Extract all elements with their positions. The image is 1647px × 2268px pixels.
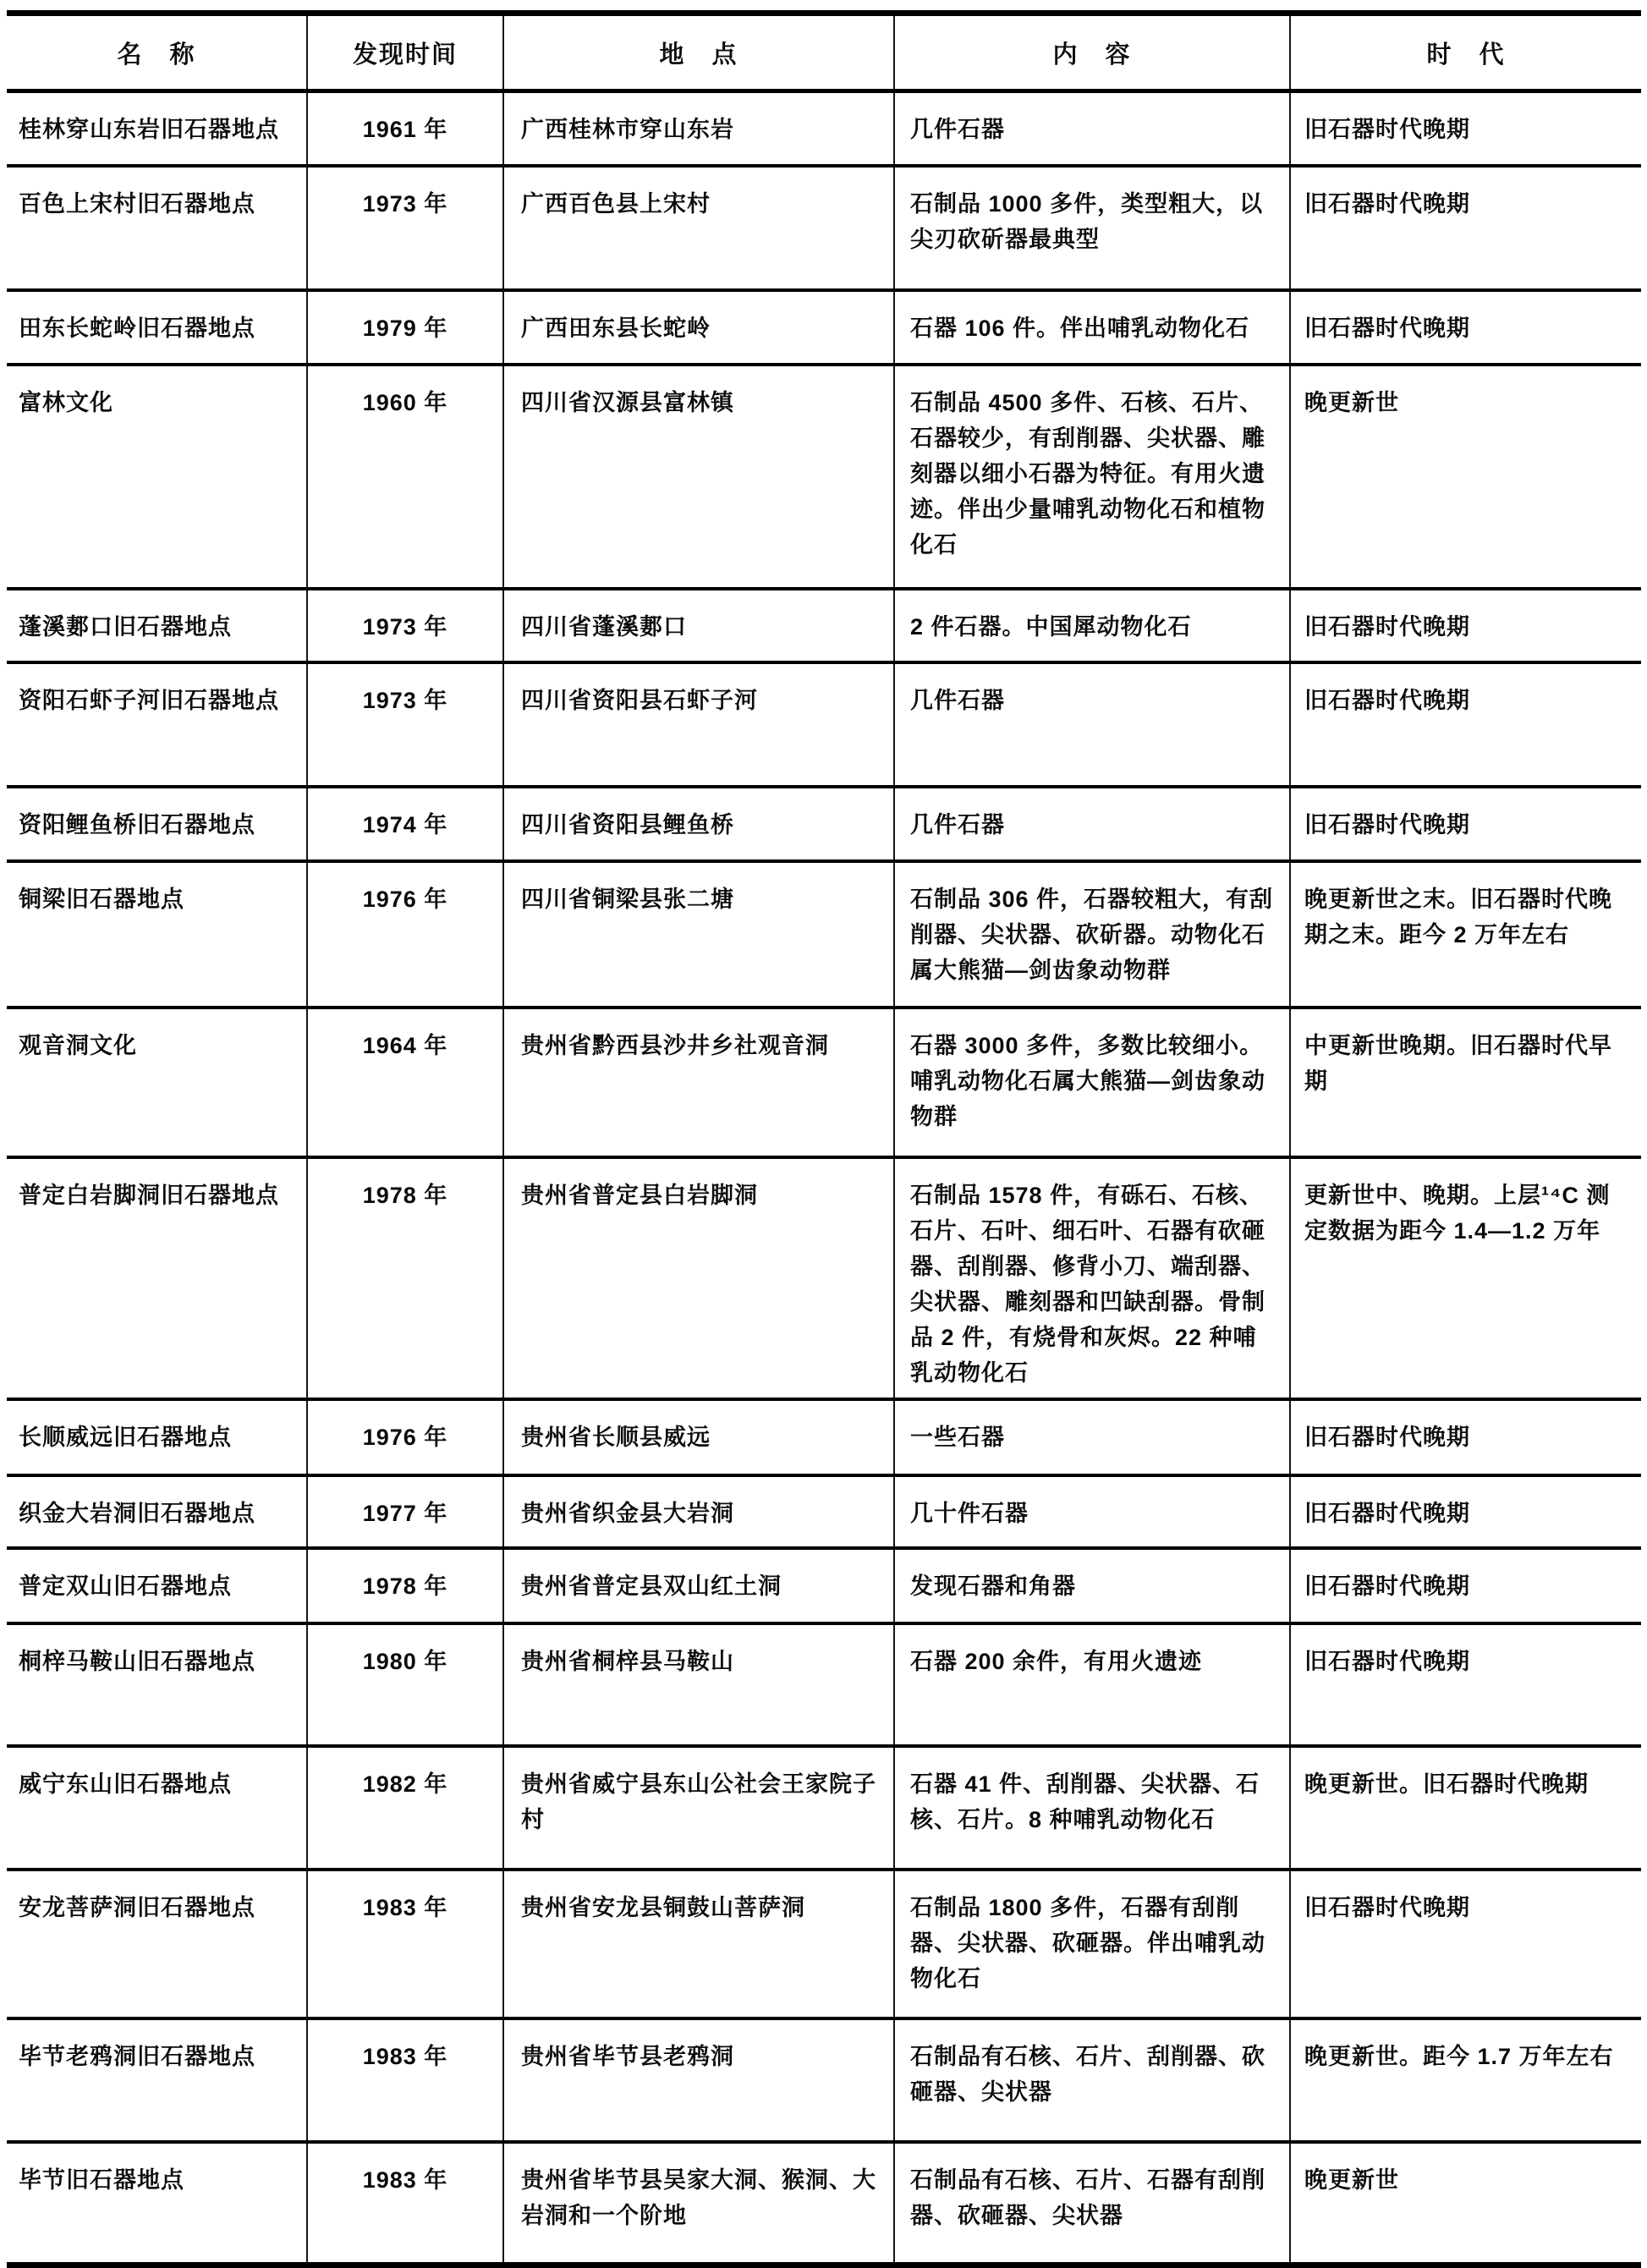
- content-cell: 2 件石器。中国犀动物化石: [894, 589, 1290, 662]
- table-row: [7, 1746, 1641, 1870]
- content-cell: 石制品 1800 多件，石器有刮削器、尖状器、砍砸器。伴出哺乳动物化石: [894, 1870, 1290, 2018]
- discovery-time-cell: 1983 年: [307, 2018, 503, 2142]
- discovery-time-cell: 1976 年: [307, 861, 503, 1008]
- content-cell: 几件石器: [894, 91, 1290, 166]
- table-row: [7, 166, 1641, 290]
- table-row: [7, 290, 1641, 365]
- site-name-cell: 织金大岩洞旧石器地点: [19, 1500, 255, 1526]
- content-cell: 石制品 1578 件，有砾石、石核、石片、石叶、细石叶、石器有砍砸器、刮削器、修背小刀、端刮器、尖状器、雕刻器和凹缺刮器。骨制品 2 件，有烧骨和灰烬。22 种哺乳动物化石: [894, 1157, 1290, 1399]
- discovery-time-cell: 1979 年: [307, 290, 503, 365]
- location-cell: 贵州省桐梓县马鞍山: [503, 1623, 894, 1746]
- location-cell: 广西百色县上宋村: [503, 166, 894, 290]
- era-cell: 旧石器时代晚期: [1290, 91, 1641, 166]
- location-cell: 四川省资阳县鲤鱼桥: [503, 787, 894, 861]
- era-cell: 旧石器时代晚期: [1290, 1399, 1641, 1475]
- content-cell: 石器 41 件、刮削器、尖状器、石核、石片。8 种哺乳动物化石: [894, 1746, 1290, 1870]
- era-cell: 旧石器时代晚期: [1290, 1475, 1641, 1548]
- location-cell: 四川省蓬溪郪口: [503, 589, 894, 662]
- content-cell: 几件石器: [894, 662, 1290, 787]
- site-name-cell: 资阳鲤鱼桥旧石器地点: [19, 811, 255, 837]
- table-row: [7, 365, 1641, 589]
- site-name-cell: 田东长蛇岭旧石器地点: [19, 315, 255, 341]
- content-cell: 石制品 306 件，石器较粗大，有刮削器、尖状器、砍斫器。动物化石属大熊猫—剑齿象动物群: [894, 861, 1290, 1008]
- table-row: [7, 861, 1641, 1008]
- discovery-time-cell: 1961 年: [307, 91, 503, 166]
- content-cell: 石器 200 余件，有用火遗迹: [894, 1623, 1290, 1746]
- site-name-cell: 长顺威远旧石器地点: [19, 1424, 232, 1450]
- site-name-cell: 毕节老鸦洞旧石器地点: [19, 2043, 255, 2069]
- content-cell: 石器 106 件。伴出哺乳动物化石: [894, 290, 1290, 365]
- table-row: [7, 1157, 1641, 1399]
- site-name-cell: 资阳石虾子河旧石器地点: [19, 687, 279, 713]
- era-cell: 晚更新世之末。旧石器时代晚期之末。距今 2 万年左右: [1290, 861, 1641, 1008]
- column-header-place: 地 点: [503, 14, 894, 91]
- content-cell: 几十件石器: [894, 1475, 1290, 1548]
- site-name-cell: 毕节旧石器地点: [19, 2166, 184, 2193]
- content-cell: 石制品 1000 多件，类型粗大，以尖刃砍斫器最典型: [894, 166, 1290, 290]
- site-name-cell: 百色上宋村旧石器地点: [19, 190, 255, 217]
- table-row: [7, 2018, 1641, 2142]
- era-cell: 旧石器时代晚期: [1290, 290, 1641, 365]
- table-row: [7, 1548, 1641, 1623]
- site-name-cell: 铜梁旧石器地点: [19, 886, 184, 912]
- content-cell: 石制品有石核、石片、石器有刮削器、砍砸器、尖状器: [894, 2142, 1290, 2265]
- location-cell: 贵州省威宁县东山公社会王家院子村: [503, 1746, 894, 1870]
- column-header-name: 名 称: [117, 41, 196, 69]
- site-name-cell: 富林文化: [19, 389, 113, 415]
- discovery-time-cell: 1983 年: [307, 2142, 503, 2265]
- discovery-time-cell: 1973 年: [307, 589, 503, 662]
- location-cell: 贵州省普定县白岩脚洞: [503, 1157, 894, 1399]
- site-name-cell: 桂林穿山东岩旧石器地点: [19, 117, 279, 142]
- column-header-era: 时 代: [1290, 14, 1641, 91]
- header-row: [7, 14, 1641, 91]
- table-header: [7, 14, 1641, 91]
- location-cell: 四川省资阳县石虾子河: [503, 662, 894, 787]
- location-cell: 贵州省安龙县铜鼓山菩萨洞: [503, 1870, 894, 2018]
- era-cell: 旧石器时代晚期: [1290, 1623, 1641, 1746]
- era-cell: 旧石器时代晚期: [1290, 787, 1641, 861]
- discovery-time-cell: 1973 年: [307, 166, 503, 290]
- era-cell: 旧石器时代晚期: [1290, 1870, 1641, 2018]
- site-name-cell: 安龙菩萨洞旧石器地点: [19, 1894, 255, 1920]
- site-name-cell: 普定双山旧石器地点: [19, 1573, 232, 1599]
- era-cell: 晚更新世。距今 1.7 万年左右: [1290, 2018, 1641, 2142]
- discovery-time-cell: 1964 年: [307, 1008, 503, 1157]
- discovery-time-cell: 1982 年: [307, 1746, 503, 1870]
- discovery-time-cell: 1978 年: [307, 1157, 503, 1399]
- table-row: [7, 1399, 1641, 1475]
- era-cell: 中更新世晚期。旧石器时代早期: [1290, 1008, 1641, 1157]
- content-cell: 发现石器和角器: [894, 1548, 1290, 1623]
- content-cell: 石制品 4500 多件、石核、石片、石器较少，有刮削器、尖状器、雕刻器以细小石器为特征。有用火遗迹。伴出少量哺乳动物化石和植物化石: [894, 365, 1290, 589]
- table-row: [7, 1623, 1641, 1746]
- discovery-time-cell: 1983 年: [307, 1870, 503, 2018]
- location-cell: 四川省汉源县富林镇: [503, 365, 894, 589]
- table-row: [7, 662, 1641, 787]
- location-cell: 贵州省长顺县威远: [503, 1399, 894, 1475]
- table-row: [7, 2142, 1641, 2265]
- era-cell: 旧石器时代晚期: [1290, 589, 1641, 662]
- table-row: [7, 1475, 1641, 1548]
- era-cell: 旧石器时代晚期: [1290, 1548, 1641, 1623]
- era-cell: 晚更新世: [1290, 365, 1641, 589]
- site-name-cell: 蓬溪郪口旧石器地点: [19, 613, 232, 640]
- era-cell: 旧石器时代晚期: [1290, 662, 1641, 787]
- discovery-time-cell: 1973 年: [307, 662, 503, 787]
- discovery-time-cell: 1960 年: [307, 365, 503, 589]
- discovery-time-cell: 1976 年: [307, 1399, 503, 1475]
- table-row: [7, 589, 1641, 662]
- location-cell: 广西田东县长蛇岭: [503, 290, 894, 365]
- site-name-cell: 普定白岩脚洞旧石器地点: [19, 1182, 279, 1208]
- era-cell: 更新世中、晚期。上层¹⁴C 测定数据为距今 1.4—1.2 万年: [1290, 1157, 1641, 1399]
- location-cell: 贵州省毕节县老鸦洞: [503, 2018, 894, 2142]
- location-cell: 广西桂林市穿山东岩: [503, 91, 894, 166]
- table-row: [7, 787, 1641, 861]
- table-body: [7, 91, 1641, 2265]
- content-cell: 几件石器: [894, 787, 1290, 861]
- discovery-time-cell: 1978 年: [307, 1548, 503, 1623]
- discovery-time-cell: 1980 年: [307, 1623, 503, 1746]
- location-cell: 贵州省毕节县吴家大洞、猴洞、大岩洞和一个阶地: [503, 2142, 894, 2265]
- table-row: [7, 91, 1641, 166]
- column-header-time: 发现时间: [307, 14, 503, 91]
- location-cell: 贵州省黔西县沙井乡社观音洞: [503, 1008, 894, 1157]
- era-cell: 旧石器时代晚期: [1290, 166, 1641, 290]
- location-cell: 贵州省织金县大岩洞: [503, 1475, 894, 1548]
- content-cell: 石制品有石核、石片、刮削器、砍砸器、尖状器: [894, 2018, 1290, 2142]
- site-name-cell: 桐梓马鞍山旧石器地点: [19, 1648, 255, 1674]
- content-cell: 石器 3000 多件，多数比较细小。哺乳动物化石属大熊猫—剑齿象动物群: [894, 1008, 1290, 1157]
- table-row: [7, 1870, 1641, 2018]
- location-cell: 四川省铜梁县张二塘: [503, 861, 894, 1008]
- location-cell: 贵州省普定县双山红土洞: [503, 1548, 894, 1623]
- era-cell: 晚更新世: [1290, 2142, 1641, 2265]
- content-cell: 一些石器: [894, 1399, 1290, 1475]
- column-header-content: 内 容: [894, 14, 1290, 91]
- era-cell: 晚更新世。旧石器时代晚期: [1290, 1746, 1641, 1870]
- discovery-time-cell: 1974 年: [307, 787, 503, 861]
- table-row: [7, 1008, 1641, 1157]
- site-name-cell: 观音洞文化: [19, 1032, 137, 1058]
- discovery-time-cell: 1977 年: [307, 1475, 503, 1548]
- site-name-cell: 威宁东山旧石器地点: [19, 1771, 232, 1797]
- paleolithic-sites-table: [7, 10, 1641, 2268]
